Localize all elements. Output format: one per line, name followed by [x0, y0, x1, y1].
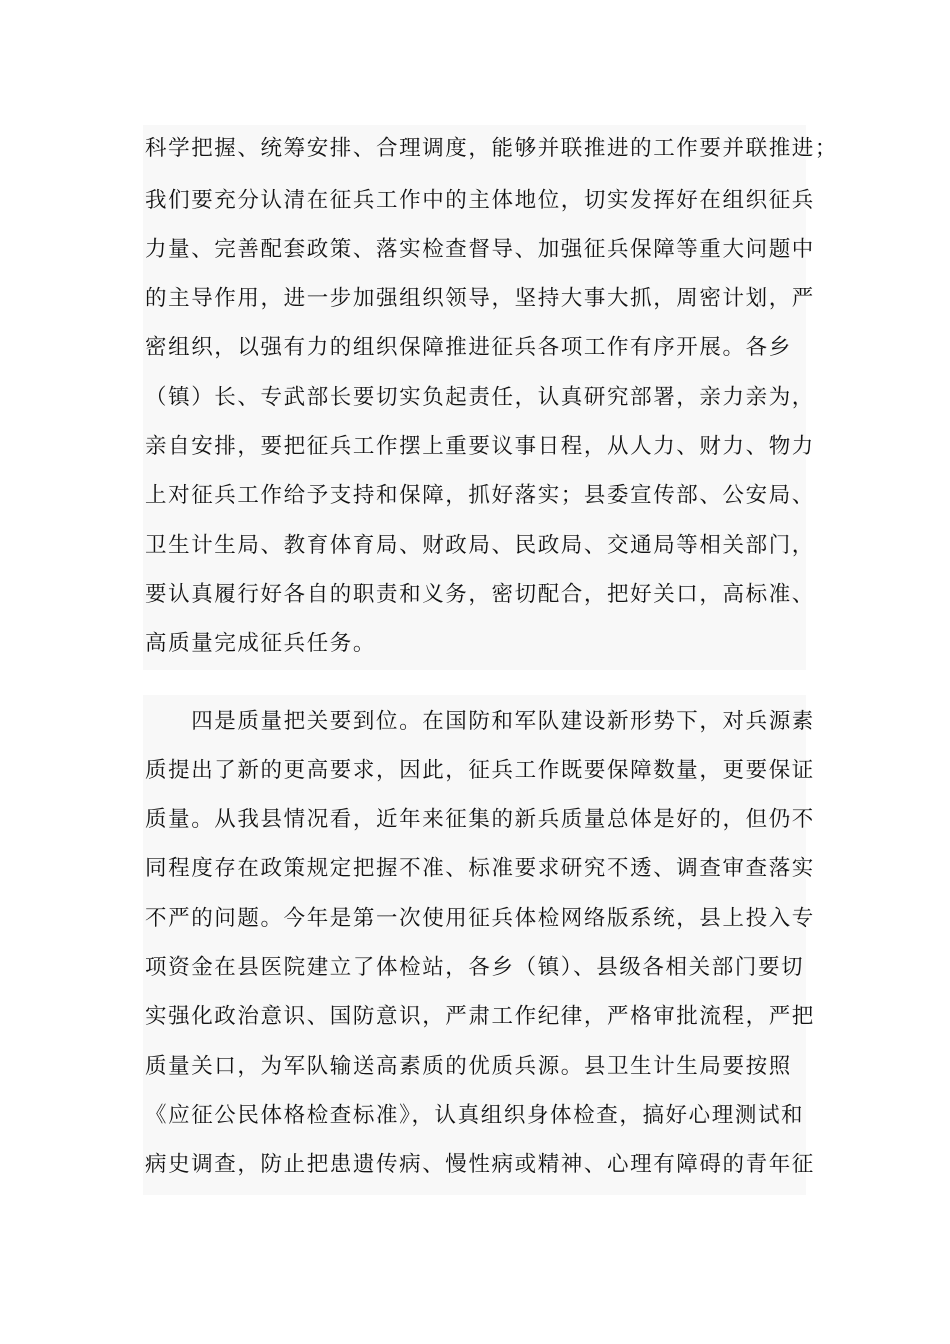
paragraph-2-line-4: 同程度存在政策规定把握不准、标准要求研究不透、调查审查落实 [145, 856, 815, 881]
paragraph-1-line-9: 卫生计生局、教育体育局、财政局、民政局、交通局等相关部门， [145, 533, 815, 558]
paragraph-2-line-8: 质量关口，为军队输送高素质的优质兵源。县卫生计生局要按照 [145, 1054, 792, 1079]
paragraph-2-line-3: 质量。从我县情况看，近年来征集的新兵质量总体是好的，但仍不 [145, 807, 815, 832]
paragraph-1 [143, 125, 839, 670]
paragraph-2-line-9: 《应征公民体格检查标准》，认真组织身体检查，搞好心理测试和 [145, 1103, 805, 1128]
paragraph-2-line-10: 病史调查，防止把患遗传病、慢性病或精神、心理有障碍的青年征 [145, 1152, 815, 1177]
paragraph-2-line-6: 项资金在县医院建立了体检站，各乡（镇）、县级各相关部门要切 [145, 955, 805, 980]
paragraph-1-line-10: 要认真履行好各自的职责和义务，密切配合，把好关口，高标准、 [145, 582, 815, 607]
paragraph-2 [143, 695, 815, 1195]
paragraph-2-line-7: 实强化政治意识、国防意识，严肃工作纪律，严格审批流程，严把 [145, 1004, 815, 1029]
paragraph-2-line-1: 四是质量把关要到位。在国防和军队建设新形势下，对兵源素 [145, 709, 815, 734]
paragraph-1-line-8: 上对征兵工作给予支持和保障，抓好落实；县委宣传部、公安局、 [145, 483, 815, 508]
paragraph-1-line-6: （镇）长、专武部长要切实负起责任，认真研究部署，亲力亲为， [145, 385, 815, 410]
paragraph-1-line-7: 亲自安排，要把征兵工作摆上重要议事日程，从人力、财力、物力 [145, 434, 815, 459]
paragraph-1-line-3: 力量、完善配套政策、落实检查督导、加强征兵保障等重大问题中 [145, 237, 815, 262]
paragraph-1-line-1: 科学把握、统筹安排、合理调度，能够并联推进的工作要并联推进； [145, 136, 839, 161]
paragraph-1-line-5: 密组织，以强有力的组织保障推进征兵各项工作有序开展。各乡 [145, 335, 792, 360]
paragraph-2-line-2: 质提出了新的更高要求，因此，征兵工作既要保障数量，更要保证 [145, 758, 815, 783]
paragraph-1-line-11: 高质量完成征兵任务。 [145, 631, 377, 656]
paragraph-1-line-4: 的主导作用，进一步加强组织领导，坚持大事大抓，周密计划，严 [145, 286, 815, 311]
paragraph-1-line-2: 我们要充分认清在征兵工作中的主体地位，切实发挥好在组织征兵 [145, 188, 815, 213]
paragraph-2-line-5: 不严的问题。今年是第一次使用征兵体检网络版系统，县上投入专 [145, 906, 815, 931]
